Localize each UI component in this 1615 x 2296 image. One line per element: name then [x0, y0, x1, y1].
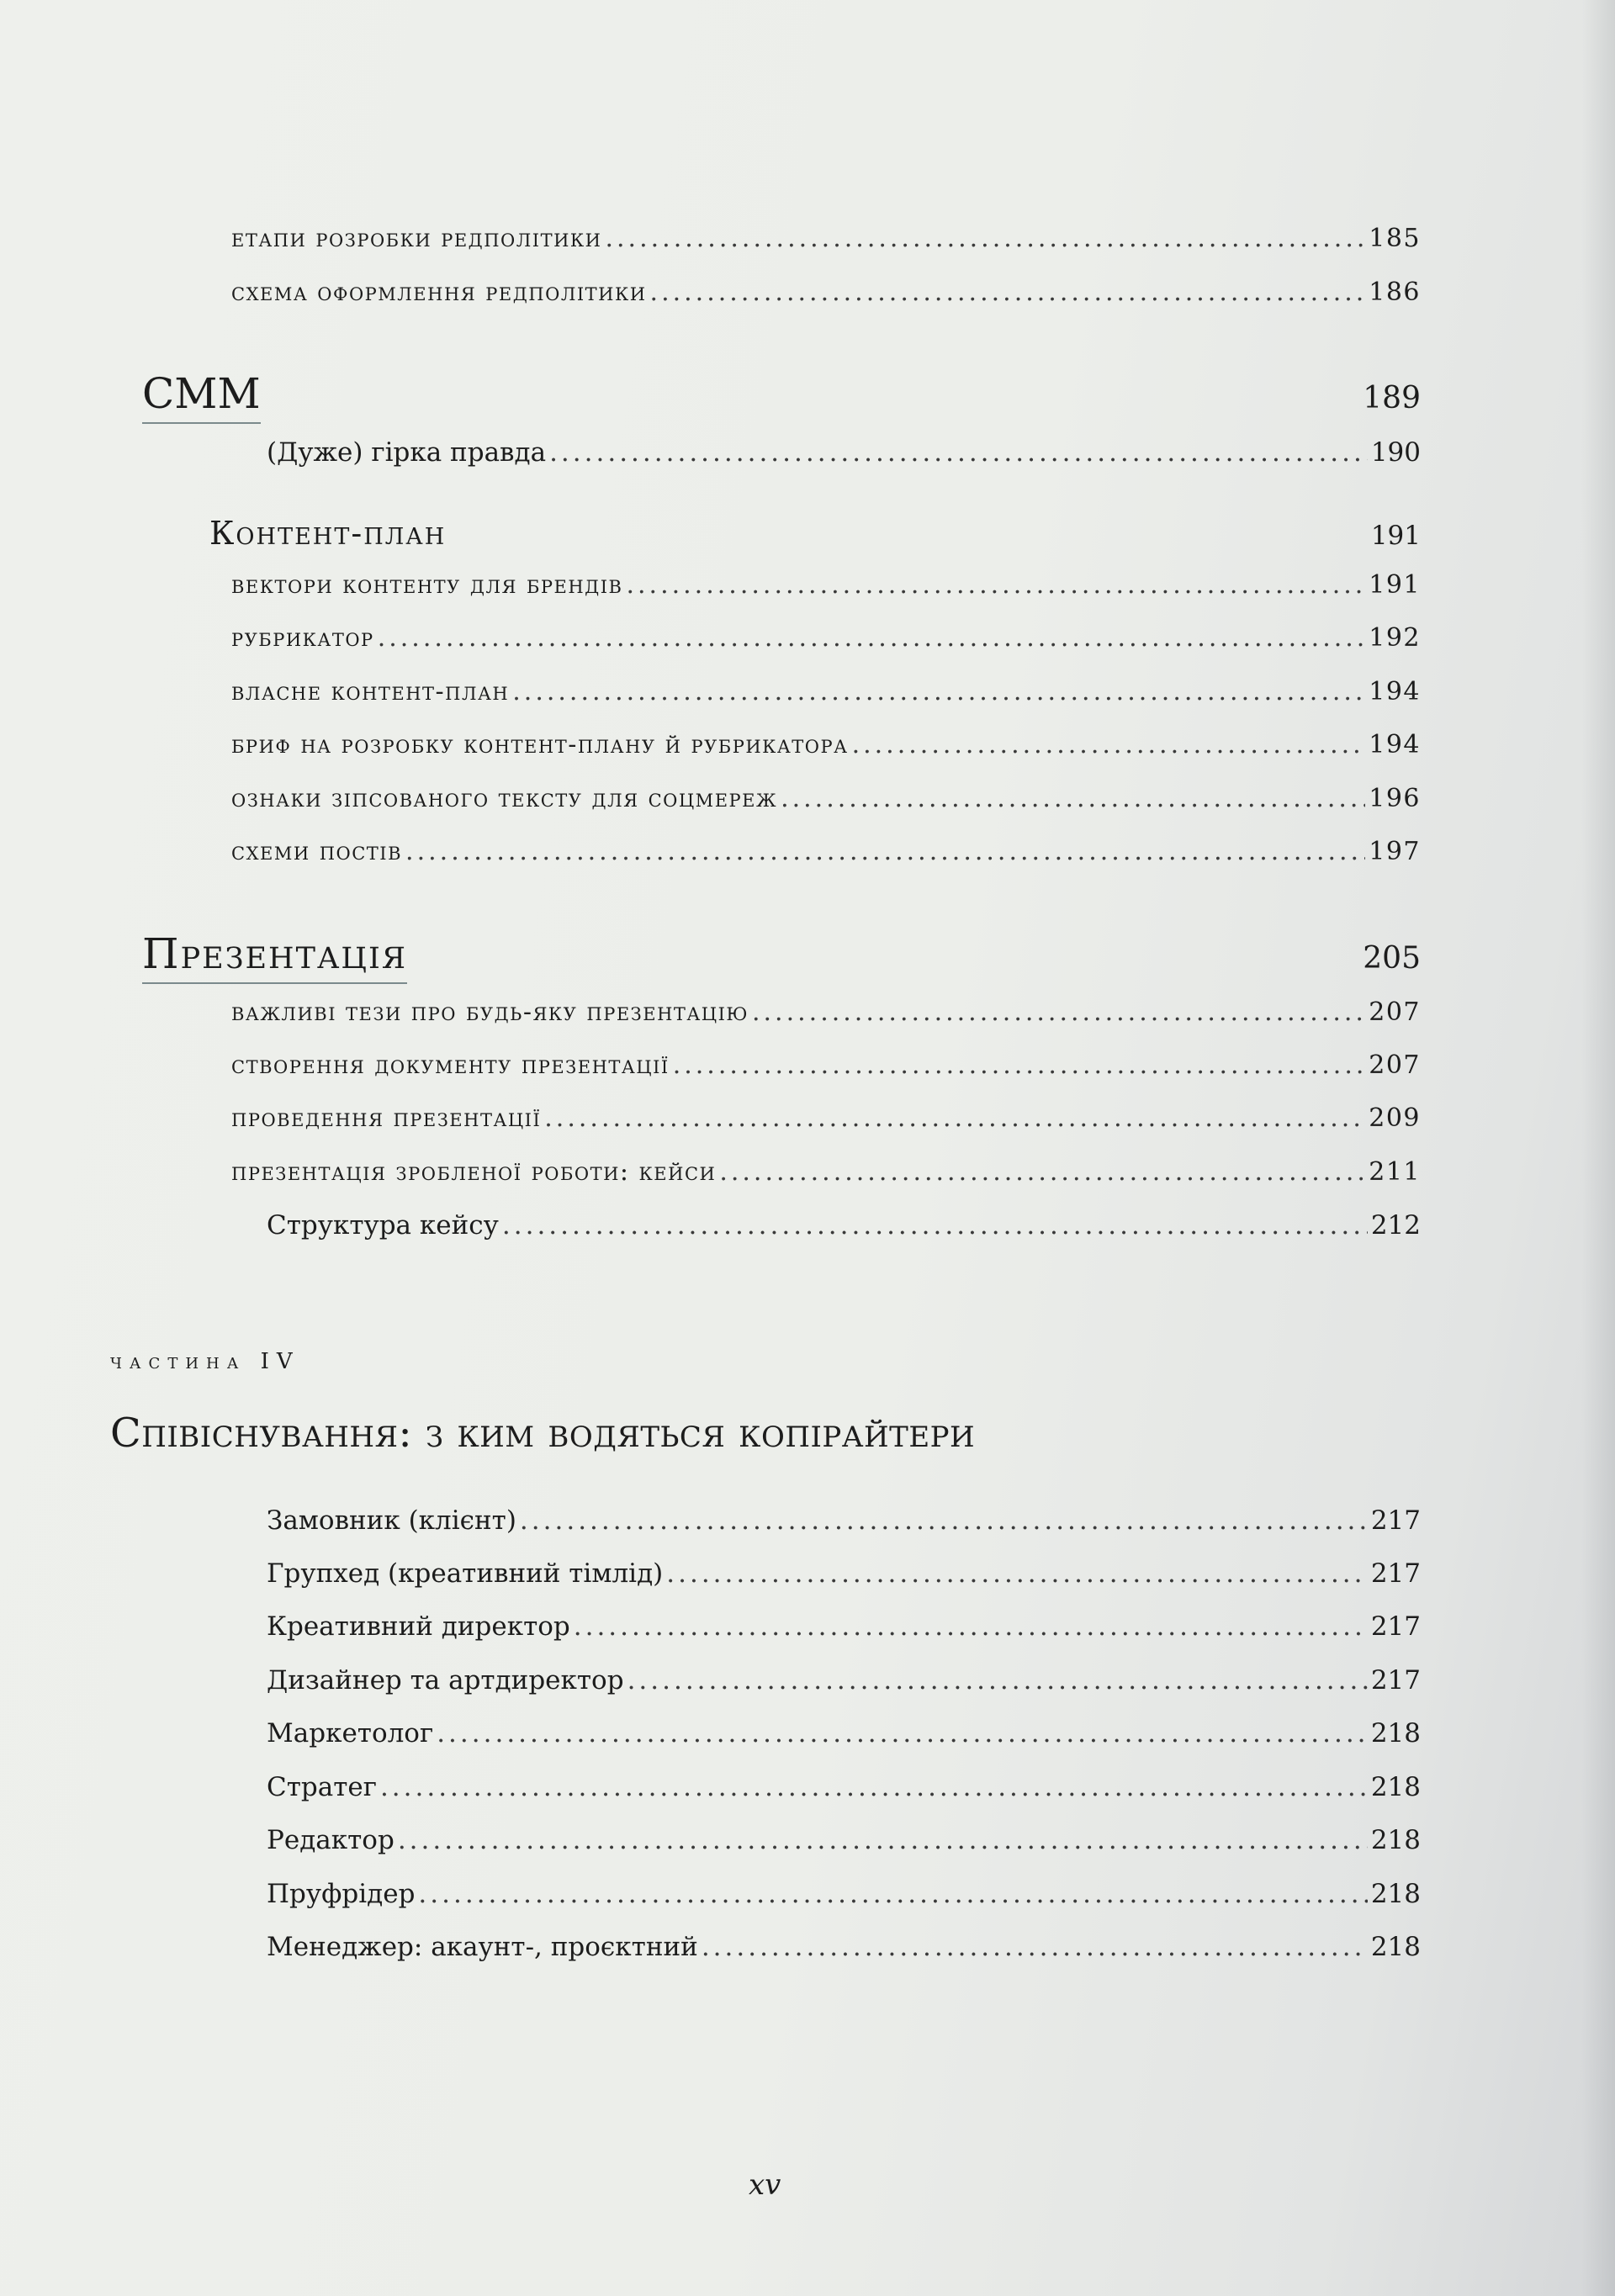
toc-entry-page: 217 — [1370, 1505, 1421, 1536]
toc-entry[interactable] — [231, 1154, 1421, 1191]
toc-entry[interactable] — [231, 727, 1421, 764]
toc-entry[interactable] — [231, 1100, 1421, 1137]
section-page: 205 — [1363, 941, 1421, 976]
leader-dots — [405, 833, 1365, 870]
toc-entry-title: Групхед (креативний тімлід) — [267, 1558, 664, 1589]
subsection-page: 191 — [1370, 521, 1421, 551]
toc-entry[interactable] — [267, 1928, 1421, 1965]
toc-entry[interactable] — [231, 994, 1421, 1031]
toc-entry-page: 207 — [1369, 1050, 1421, 1080]
toc-entry[interactable] — [231, 567, 1421, 604]
toc-entry-page: 209 — [1369, 1103, 1421, 1133]
toc-entry-title: етапи розробки редполітики — [231, 224, 602, 253]
toc-entry-title: схема оформлення редполітики — [231, 278, 647, 307]
leader-dots — [437, 1715, 1368, 1752]
toc-entry[interactable] — [267, 434, 1421, 471]
toc-entry-title: Менеджер: акаунт-, проєктний — [267, 1932, 698, 1962]
toc-entry-title: проведення презентації — [231, 1103, 542, 1133]
toc-entry-page: 218 — [1370, 1718, 1421, 1748]
toc-entry[interactable] — [231, 1047, 1421, 1084]
toc-entry[interactable] — [231, 674, 1421, 711]
leader-dots — [398, 1822, 1368, 1859]
leader-dots — [752, 994, 1365, 1031]
leader-dots — [549, 434, 1368, 471]
toc-entry-title: схеми постів — [231, 837, 403, 866]
toc-entry[interactable] — [267, 1662, 1421, 1699]
toc-entry[interactable] — [267, 1608, 1421, 1645]
part-title[interactable]: Співіснування: з ким водяться копірайтери — [110, 1410, 976, 1457]
leader-dots — [520, 1502, 1368, 1539]
toc-entry-page: 218 — [1370, 1879, 1421, 1909]
toc-entry[interactable] — [267, 1555, 1421, 1592]
toc-entry-page: 194 — [1369, 730, 1421, 759]
leader-dots — [781, 780, 1365, 817]
leader-dots — [544, 1100, 1365, 1137]
leader-dots — [673, 1047, 1366, 1084]
toc-entry-page: 197 — [1369, 837, 1421, 866]
toc-entry-title: Замовник (клієнт) — [267, 1505, 516, 1536]
toc-entry[interactable] — [267, 1207, 1421, 1244]
toc-entry-title: презентація зробленої роботи: кейси — [231, 1157, 717, 1187]
leader-dots — [378, 620, 1366, 657]
toc-entry[interactable] — [267, 1769, 1421, 1806]
toc-entry[interactable] — [231, 220, 1421, 257]
leader-dots — [418, 1875, 1367, 1912]
toc-entry-title: Пруфрідер — [267, 1879, 416, 1909]
leader-dots — [852, 727, 1366, 764]
toc-section-smm[interactable] — [142, 368, 1421, 419]
leader-dots — [512, 674, 1365, 711]
toc-entry-title: Дизайнер та артдиректор — [267, 1665, 624, 1696]
toc-entry-title: Стратег — [267, 1772, 377, 1802]
toc-entry-page: 185 — [1369, 224, 1421, 253]
page-edge-shadow — [1581, 0, 1615, 2296]
leader-dots — [627, 1662, 1368, 1699]
toc-entry-title: (Дуже) гірка правда — [267, 437, 547, 468]
toc-entry-page: 218 — [1370, 1825, 1421, 1855]
toc-entry[interactable] — [267, 1822, 1421, 1859]
toc-entry-title: рубрикатор — [231, 623, 374, 653]
toc-entry-page: 191 — [1369, 570, 1421, 600]
toc-entry-page: 212 — [1370, 1210, 1421, 1241]
toc-entry[interactable] — [231, 274, 1421, 311]
toc-entry-page: 190 — [1370, 437, 1421, 468]
toc-entry-title: Креативний директор — [267, 1611, 570, 1642]
toc-entry[interactable] — [231, 780, 1421, 817]
toc-entry[interactable] — [231, 620, 1421, 657]
leader-dots — [605, 220, 1365, 257]
toc-entry-title: ознаки зіпсованого тексту для соцмереж — [231, 784, 778, 813]
toc-entry[interactable] — [267, 1715, 1421, 1752]
page-folio: xv — [749, 2168, 781, 2202]
toc-entry-title: важливі тези про будь-яку презентацію — [231, 997, 749, 1027]
part-label: частина IV — [110, 1349, 300, 1374]
toc-entry-page: 194 — [1369, 677, 1421, 706]
toc-entry-title: Редактор — [267, 1825, 394, 1855]
toc-section-presentation[interactable] — [142, 928, 1421, 979]
toc-entry-page: 207 — [1369, 997, 1421, 1027]
toc-entry[interactable] — [267, 1502, 1421, 1539]
section-title: Презентація — [142, 929, 408, 978]
toc-entry-title: бриф на розробку контент-плану й рубрикатора — [231, 730, 849, 759]
toc-entry-page: 217 — [1370, 1611, 1421, 1642]
toc-entry-title: власне контент-план — [231, 677, 510, 706]
toc-entry-page: 217 — [1370, 1558, 1421, 1589]
toc-entry-title: вектори контенту для брендів — [231, 570, 623, 600]
leader-dots — [502, 1207, 1368, 1244]
leader-dots — [666, 1555, 1368, 1592]
toc-entry-title: Маркетолог — [267, 1718, 434, 1748]
toc-entry-page: 211 — [1369, 1157, 1421, 1187]
toc-entry-title: Структура кейсу — [267, 1210, 499, 1241]
toc-entry-page: 186 — [1369, 278, 1421, 307]
toc-subsection-content-plan[interactable] — [209, 508, 1421, 558]
leader-dots — [574, 1608, 1368, 1645]
section-page: 189 — [1363, 381, 1421, 415]
leader-dots — [650, 274, 1366, 311]
subsection-title: Контент-план — [209, 515, 447, 552]
leader-dots — [719, 1154, 1365, 1191]
toc-entry-page: 218 — [1370, 1772, 1421, 1802]
toc-entry-page: 217 — [1370, 1665, 1421, 1696]
toc-entry-page: 192 — [1369, 623, 1421, 653]
leader-dots — [626, 567, 1365, 604]
toc-entry-page: 218 — [1370, 1932, 1421, 1962]
leader-dots — [702, 1928, 1368, 1965]
toc-entry[interactable] — [231, 833, 1421, 870]
toc-entry-page: 196 — [1369, 784, 1421, 813]
leader-dots — [380, 1769, 1368, 1806]
toc-entry-title: створення документу презентації — [231, 1050, 670, 1080]
toc-entry[interactable] — [267, 1875, 1421, 1912]
section-title: СММ — [142, 369, 261, 418]
